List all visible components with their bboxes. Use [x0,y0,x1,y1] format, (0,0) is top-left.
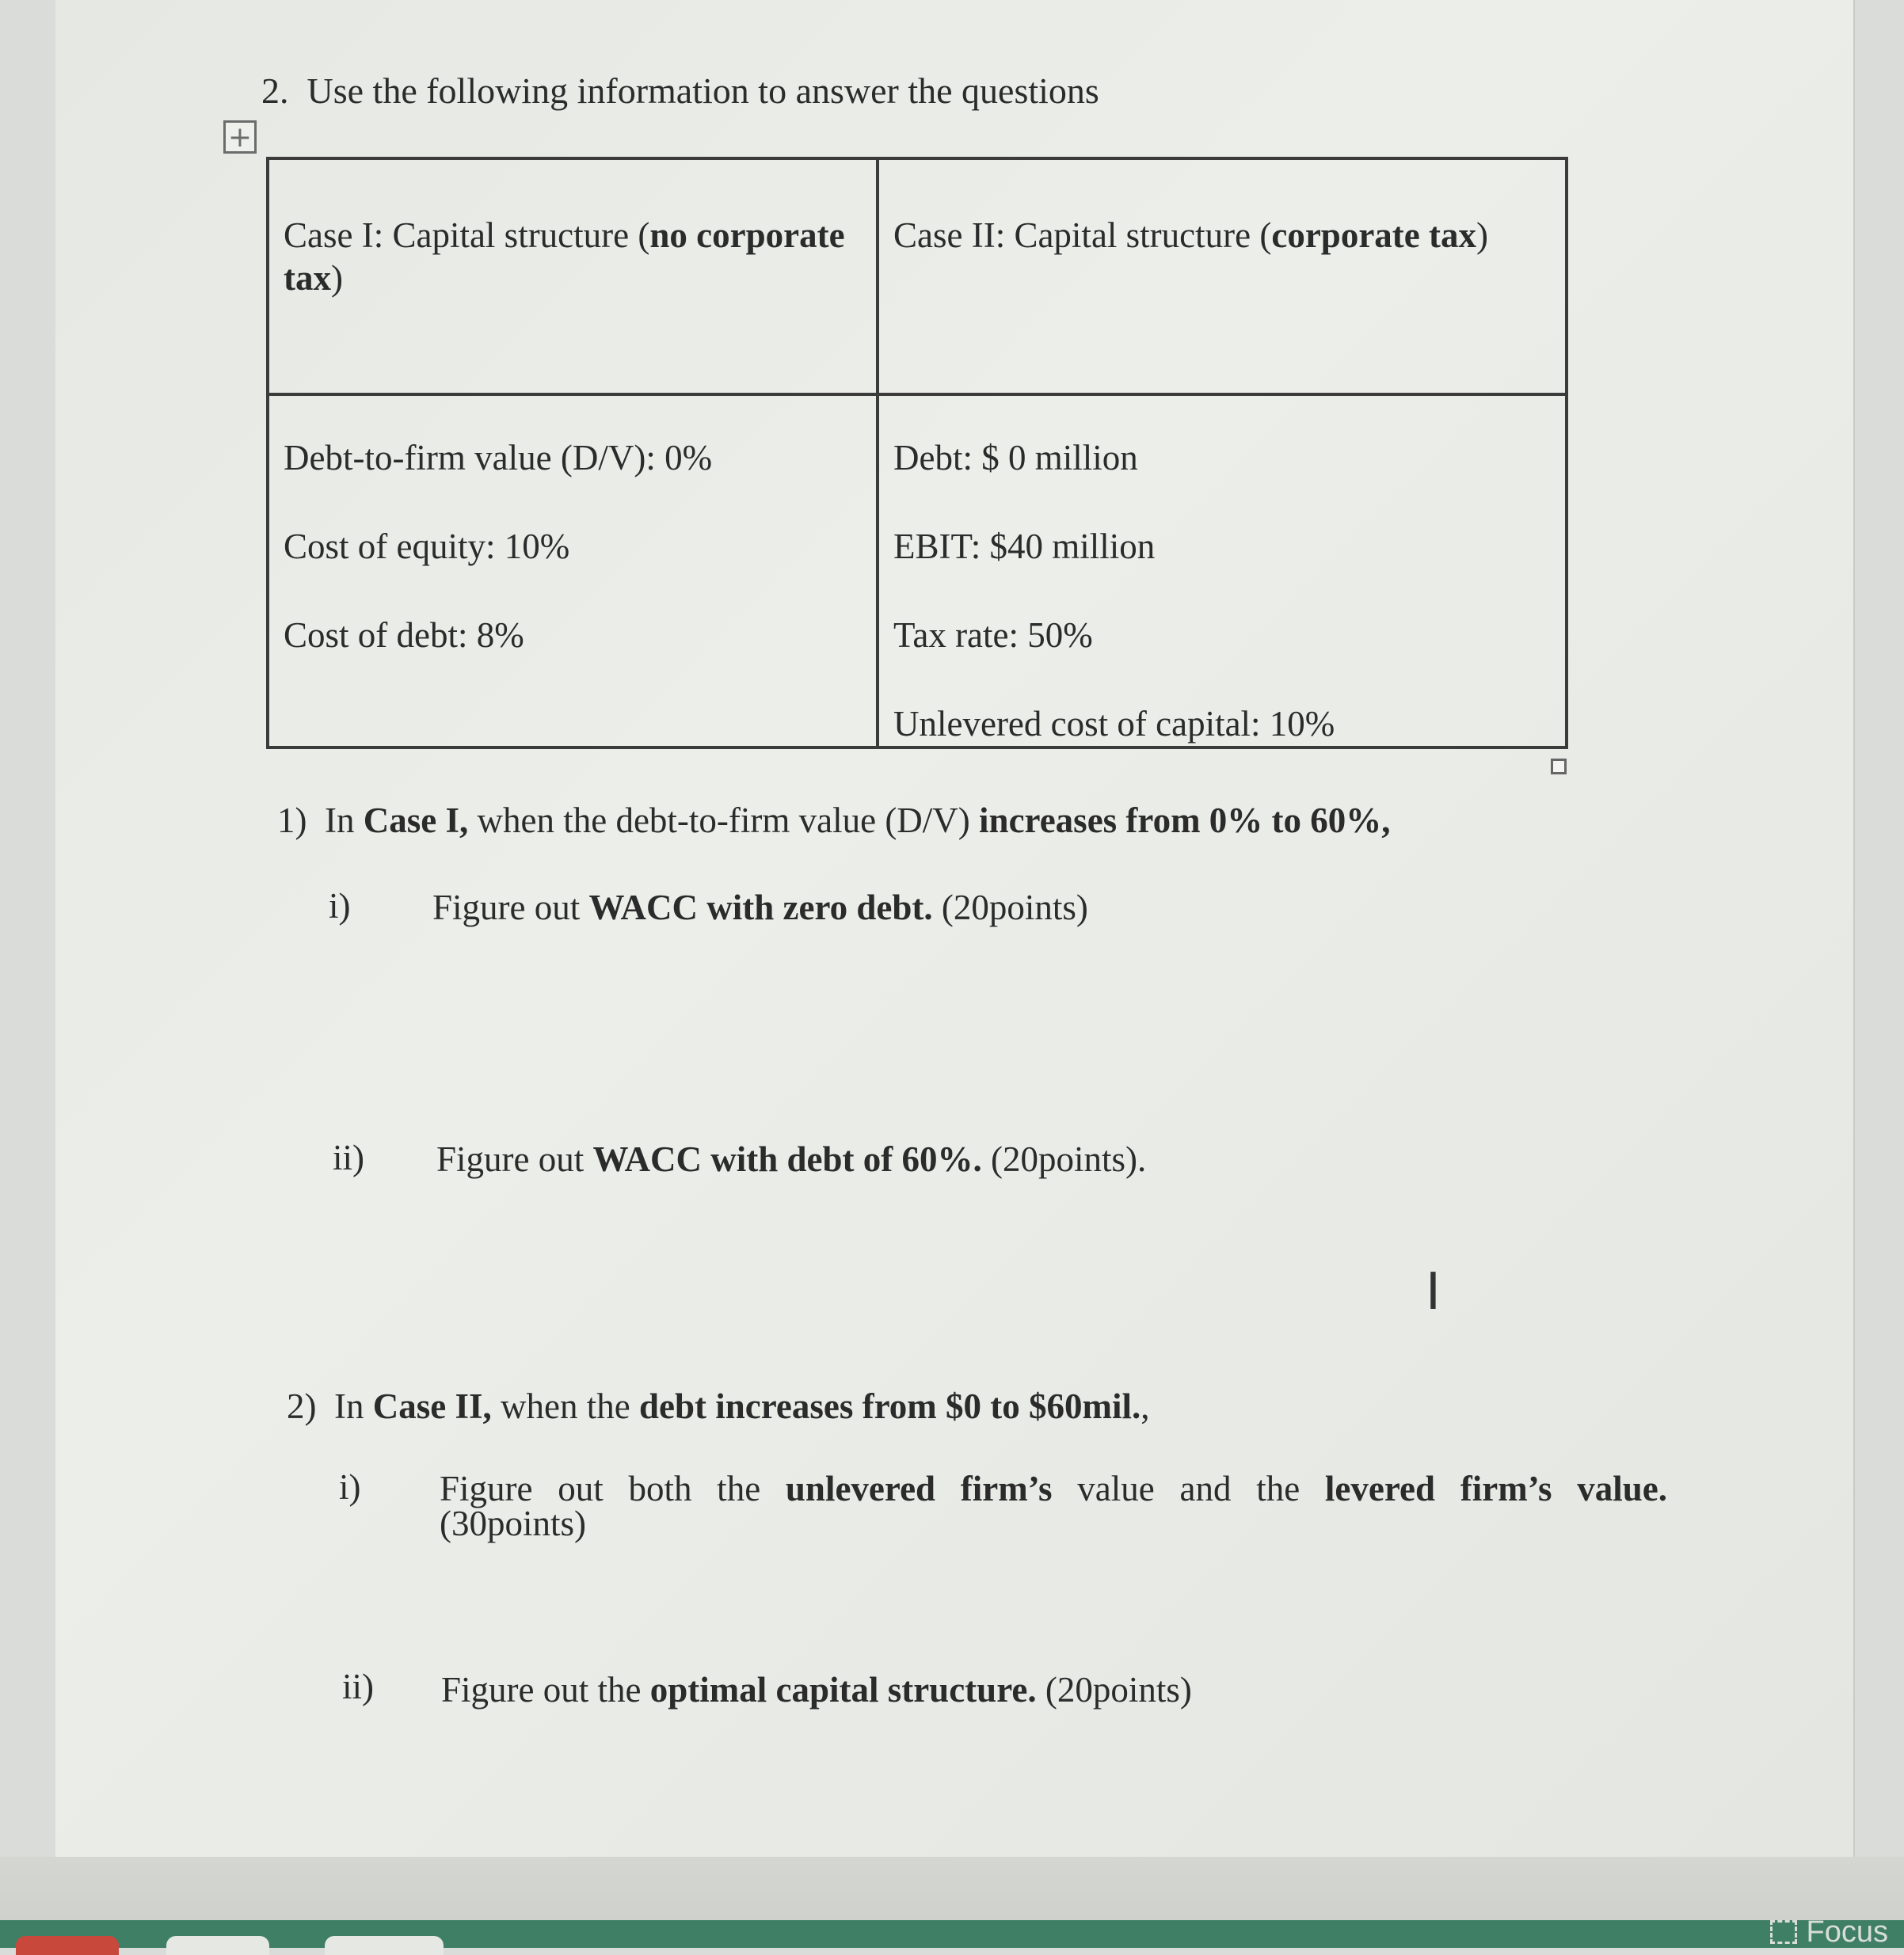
case1-header-bold: no corporate [649,215,845,255]
case2-body-cell [878,394,1567,747]
focus-label: Focus [1806,1915,1888,1949]
part1-sub-ii-label: ii) [333,1138,364,1177]
case2-unlevered-cost-of-capital: Unlevered cost of capital: 10% [893,704,1335,744]
question-heading-text: Use the following information to answer the questions [307,70,1099,111]
part1-sub-ii-text2: (20points). [981,1139,1147,1179]
part1-sub-ii [436,1139,1147,1179]
part2-bold1: Case II, [372,1386,492,1426]
window-margin [0,1857,1904,1920]
case1-cost-of-equity: Cost of equity: 10% [284,527,570,566]
part2-sub-i-points: (30points) [440,1504,586,1543]
part1-bold2: increases from 0% to 60%, [979,801,1391,840]
part1-sub-i-label: i) [329,886,351,926]
status-bar-item[interactable] [325,1936,444,1955]
part2-question [287,1386,1149,1427]
part2-sub-ii-label: ii) [342,1667,374,1706]
part1-sub-i [432,890,1088,925]
case1-header-prefix: Case I: Capital structure ( [284,215,650,255]
part2-sub-i [440,1471,1667,1541]
part2-sub-i-text2: value and the [1052,1469,1325,1508]
focus-button[interactable] [1770,1916,1888,1948]
part2-sub-ii-text2: (20points) [1036,1670,1192,1710]
question-number: 2. [261,70,289,111]
case1-header-bold2: tax [284,258,331,298]
question-heading [261,70,1099,112]
case1-debt-to-firm-value: Debt-to-firm value (D/V): 0% [284,438,713,477]
case1-cost-of-debt: Cost of debt: 8% [284,615,524,655]
part2-text3: , [1140,1386,1150,1426]
case2-tax-rate: Tax rate: 50% [893,615,1093,655]
part2-sub-i-bold1: unlevered firm’s [785,1469,1053,1508]
resize-handle-icon[interactable] [1551,759,1567,774]
part1-question [277,800,1391,841]
part1-number: 1) [277,801,307,840]
plus-move-icon[interactable]: + [223,120,257,154]
part1-text1: In [325,801,364,840]
part1-sub-i-text1: Figure out [432,888,589,927]
case2-header-suffix: ) [1476,215,1488,255]
part2-sub-i-text1: Figure out both the [440,1469,786,1508]
part2-bold2: debt increases from $0 to $60mil. [638,1386,1141,1426]
part1-sub-ii-bold: WACC with debt of 60%. [592,1139,982,1179]
case1-header-suffix: ) [331,258,343,298]
part2-sub-ii-text1: Figure out the [441,1670,650,1710]
part2-text1: In [334,1386,373,1426]
part1-sub-i-bold: WACC with zero debt. [588,888,933,927]
case2-ebit: EBIT: $40 million [893,527,1156,566]
case2-header-cell [878,158,1567,394]
part1-text2: when the debt-to-firm value (D/V) [468,801,980,840]
case2-debt: Debt: $ 0 million [893,438,1138,477]
focus-icon [1770,1920,1797,1944]
part2-text2: when the [491,1386,639,1426]
case2-header-bold: corporate tax [1271,215,1476,255]
status-bar-item[interactable] [16,1936,119,1955]
part2-sub-i-line1 [440,1471,1667,1506]
status-bar-item[interactable] [166,1936,269,1955]
info-table [266,157,1568,749]
part1-sub-i-text2: (20points) [932,888,1088,927]
status-bar [0,1920,1904,1948]
case1-header-cell [268,158,878,394]
case2-header-prefix: Case II: Capital structure ( [893,215,1272,255]
i-beam-cursor-icon: I [1426,1263,1441,1322]
part2-sub-i-label: i) [339,1467,361,1507]
part2-sub-ii-bold: optimal capital structure. [649,1670,1037,1710]
case1-body-cell [268,394,878,747]
part2-number: 2) [287,1386,317,1426]
part1-sub-ii-text1: Figure out [436,1139,593,1179]
part2-sub-ii [441,1670,1192,1710]
part1-bold1: Case I, [363,801,469,840]
part2-sub-i-bold2: levered firm’s value. [1324,1469,1668,1508]
